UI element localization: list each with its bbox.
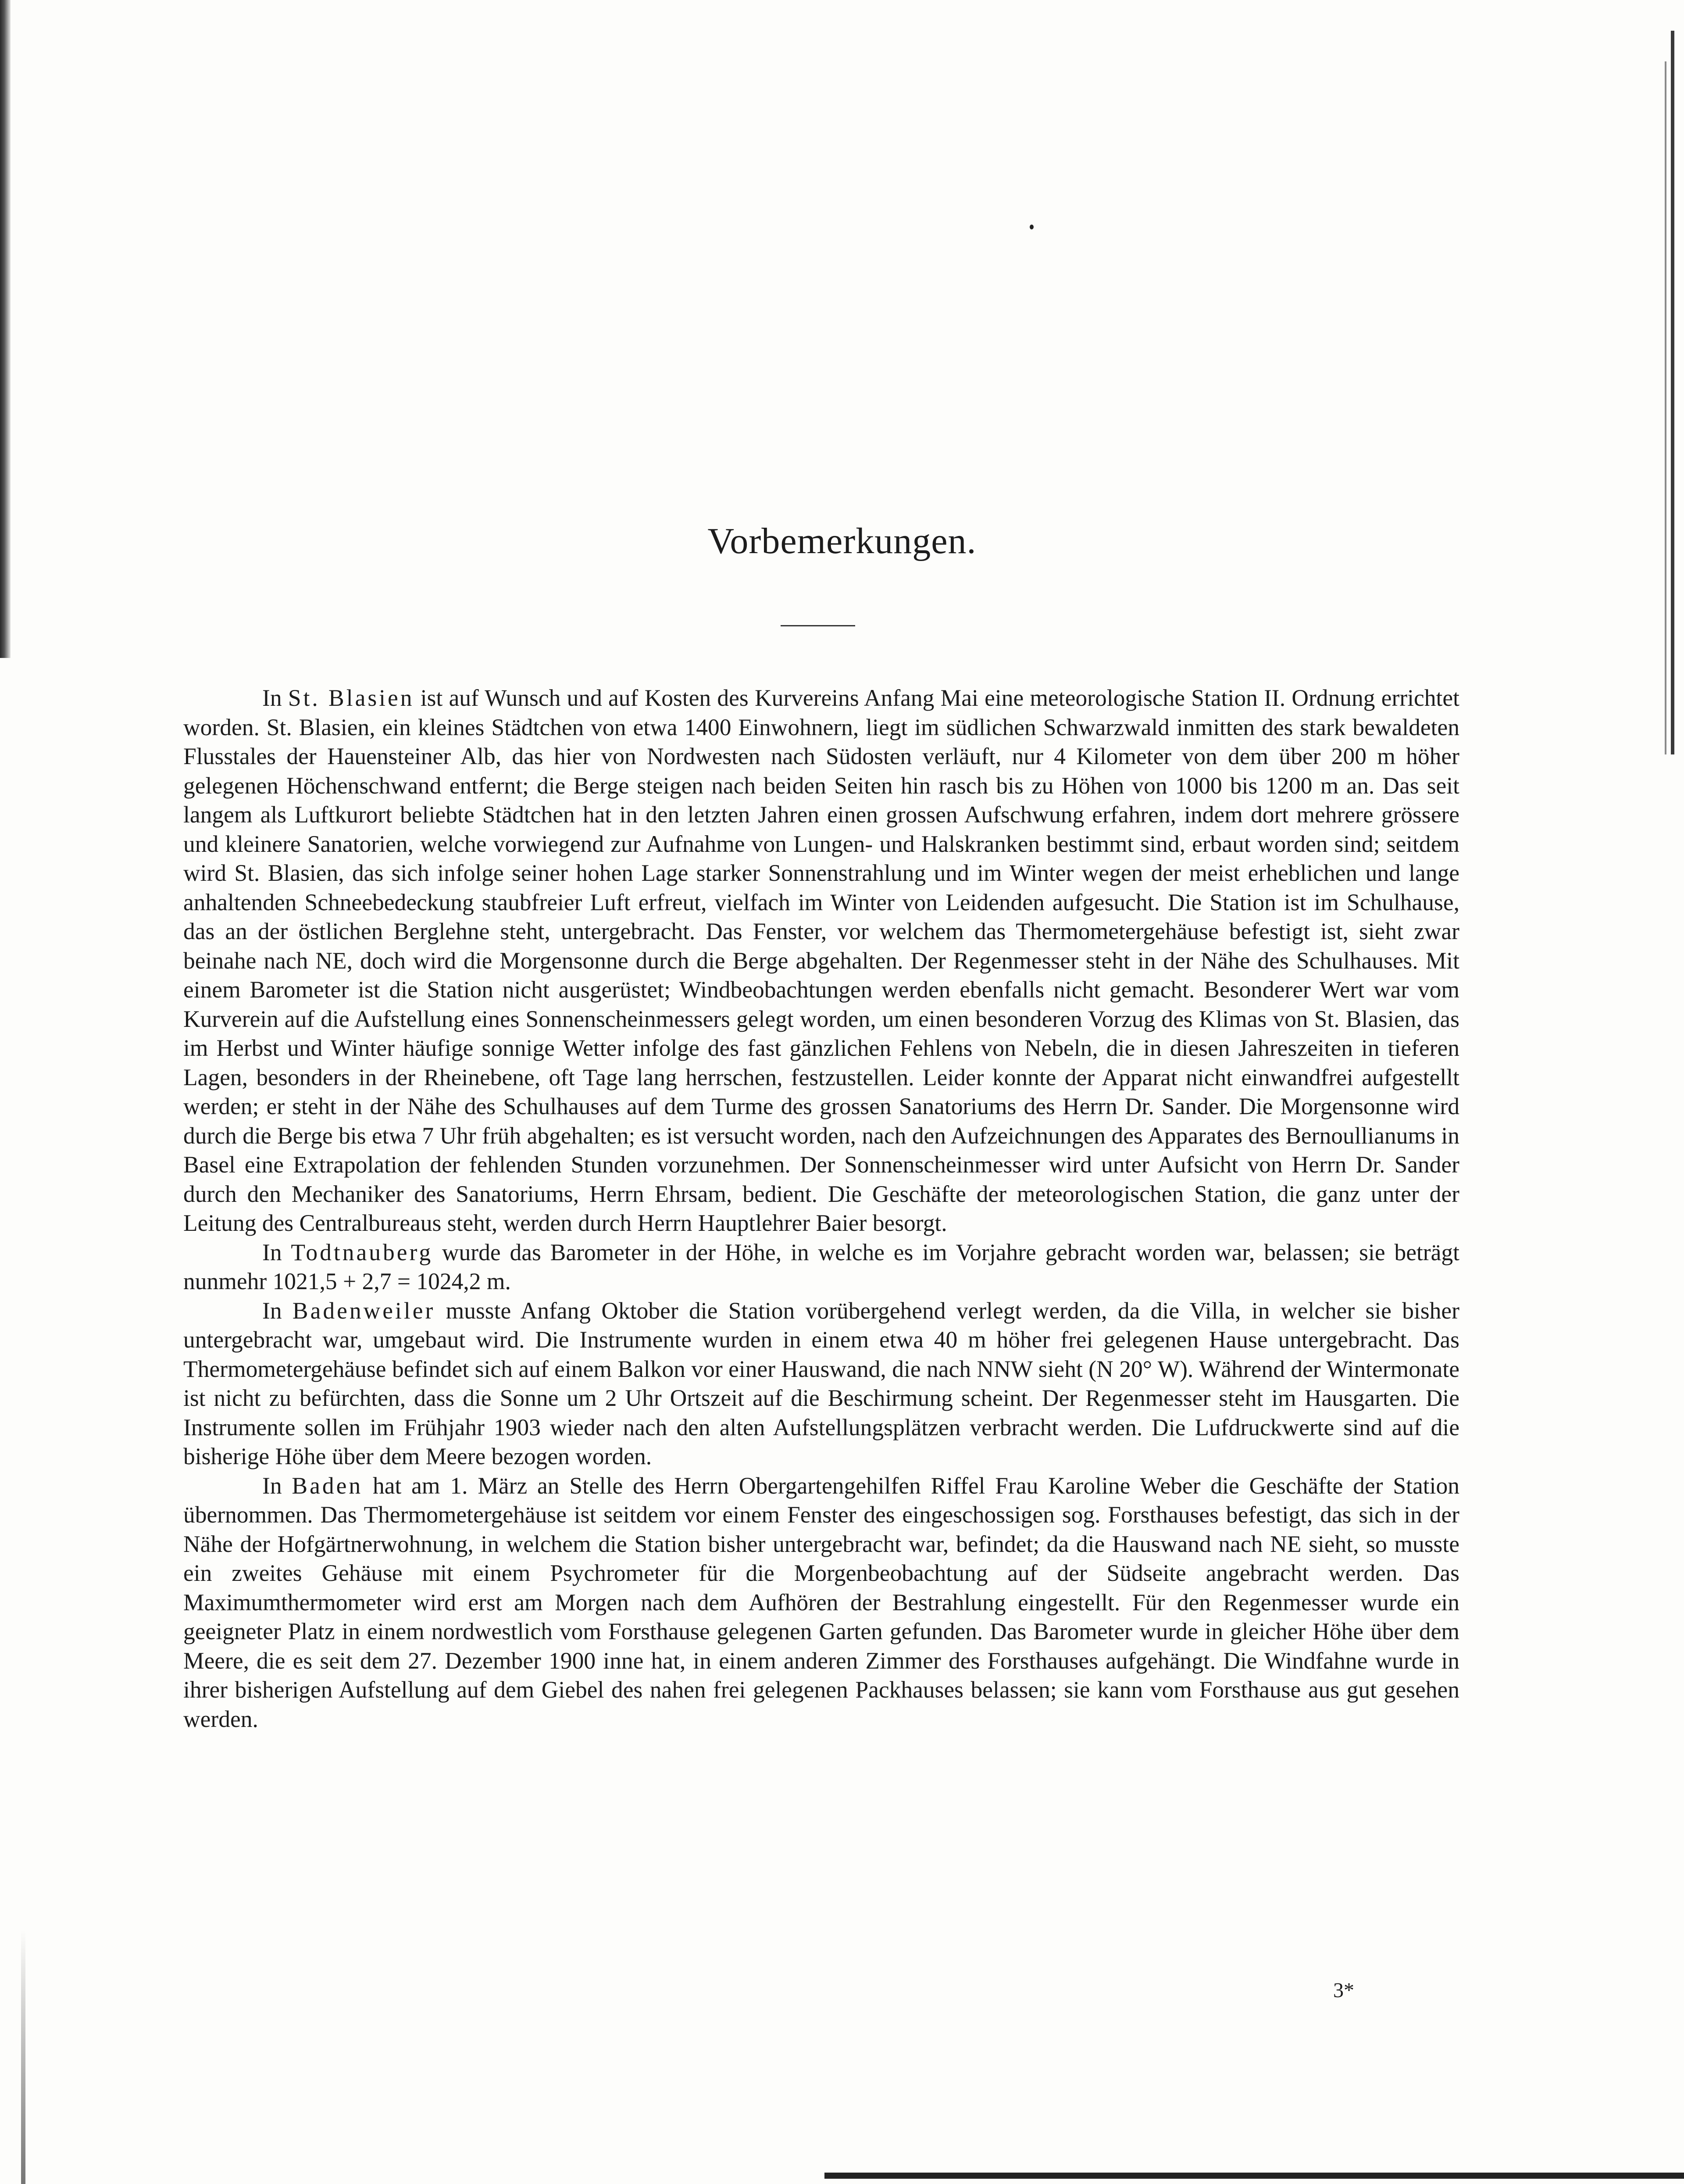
place-name: Baden [292,1472,363,1499]
scan-edge-right-inner [1665,61,1666,754]
paragraph-prefix: In [262,1297,293,1324]
place-name: Todtnauberg [291,1239,433,1265]
scan-edge-bottom [824,2173,1684,2179]
paragraph-text: hat am 1. März an Stelle des Herrn Obergartengehilfen Riffel Frau Karoline Weber die Geschäfte der Station übernommen. Das Thermometergehäuse ist seitdem vor einem Fenster des eingeschossigen sog. Forsthauses befestigt, das sich in der Nähe der Hofgärtnerwohnung, in welchem die Station bisher untergebracht war, befindet; da die Hauswand nach NE sieht, so musste ein zweites Gehäuse mit einem Psychrometer für die Morgenbeobachtung auf der Südseite angebracht werden. Das Maximumthermometer wird erst am Morgen nach dem Aufhören der Bestrahlung eingestellt. Für den Regenmesser wurde ein geeigneter Platz in einem nordwestlich vom Forsthause gelegenen Garten gefunden. Das Barometer wurde in gleicher Höhe über dem Meere, die es seit dem 27. Dezember 1900 inne hat, in einem anderen Zimmer des Forsthauses aufgehängt. Die Windfahne wurde in ihrer bisherigen Aufstellung auf dem Giebel des nahen frei gelegenen Packhauses belassen; sie kann vom Forsthause aus gut gesehen werden. [183,1472,1459,1732]
place-name: Badenweiler [292,1297,435,1324]
paragraph-baden [183,1471,1459,1734]
page-number: 3* [1333,1979,1354,2002]
place-name: St. Blasien [288,685,414,711]
body-text [183,683,1459,1734]
scan-edge-right [1671,31,1674,754]
paragraph-text: ist auf Wunsch und auf Kosten des Kurvereins Anfang Mai eine meteorologische Station II. Ordnung errichtet worden. St. Blasien, ein kleines Städtchen von etwa 1400 Einwohnern, liegt im südlichen Schwarzwald inmitten des stark bewaldeten Flusstales der Hauensteiner Alb, das hier von Nordwesten nach Südosten verläuft, nur 4 Kilometer von dem über 200 m höher gelegenen Höchenschwand entfernt; die Berge steigen nach beiden Seiten hin rasch bis zu Höhen von 1000 bis 1200 m an. Das seit langem als Luftkurort beliebte Städtchen hat in den letzten Jahren einen grossen Aufschwung erfahren, indem dort mehrere grössere und kleinere Sanatorien, welche vorwiegend zur Aufnahme von Lungen- und Halskranken bestimmt sind, erbaut worden sind; seitdem wird St. Blasien, das sich infolge seiner hohen Lage starker Sonnenstrahlung und im Winter wegen der meist erheblichen und lange anhaltenden Schneebedeckung staubfreier Luft erfreut, vielfach im Winter von Leidenden aufgesucht. Die Station ist im Schulhause, das an der östlichen Berglehne steht, untergebracht. Das Fenster, vor welchem das Thermometergehäuse befestigt ist, sieht zwar beinahe nach NE, doch wird die Morgensonne durch die Berge abgehalten. Der Regenmesser steht in der Nähe des Schulhauses. Mit einem Barometer ist die Station nicht ausgerüstet; Windbeobachtungen werden ebenfalls nicht gemacht. Besonderer Wert war vom Kurverein auf die Aufstellung eines Sonnenscheinmessers gelegt worden, um einen besonderen Vorzug des Klimas von St. Blasien, das im Herbst und Winter häufige sonnige Wetter infolge des fast gänzlichen Fehlens von Nebeln, die in diesen Jahreszeiten in tieferen Lagen, besonders in der Rheinebene, oft Tage lang herrschen, festzustellen. Leider konnte der Apparat nicht einwandfrei aufgestellt werden; er steht in der Nähe des Schulhauses auf dem Turme des grossen Sanatoriums des Herrn Dr. Sander. Die Morgensonne wird durch die Berge bis etwa 7 Uhr früh abgehalten; es ist versucht worden, nach den Aufzeichnungen des Apparates des Bernoullianums in Basel eine Extrapolation der fehlenden Stunden vorzunehmen. Der Sonnenscheinmesser wird unter Aufsicht von Herrn Dr. Sander durch den Mechaniker des Sanatoriums, Herrn Ehrsam, bedient. Die Geschäfte der meteorologischen Station, die ganz unter der Leitung des Centralbureaus steht, werden durch Herrn Hauptlehrer Baier besorgt. [183,685,1459,1236]
page-title: Vorbemerkungen. [707,521,977,561]
ink-speck [1030,225,1034,229]
paragraph-prefix: In [262,1472,292,1499]
paragraph-badenweiler [183,1296,1459,1471]
paragraph-prefix: In [262,685,288,711]
scan-edge-left-lower [21,1930,25,2184]
paragraph-st-blasien [183,683,1459,1238]
paragraph-text: musste Anfang Oktober die Station vorübergehend verlegt werden, da die Villa, in welcher sie bisher untergebracht war, umgebaut wird. Die Instrumente wurden in einem etwa 40 m höher frei gelegenen Hause untergebracht. Das Thermometergehäuse befindet sich auf einem Balkon vor einer Hauswand, die nach NNW sieht (N 20° W). Während der Wintermonate ist nicht zu befürchten, dass die Sonne um 2 Uhr Ortszeit auf die Beschirmung scheint. Der Regenmesser steht im Hausgarten. Die Instrumente sollen im Frühjahr 1903 wieder nach den alten Aufstellungsplätzen verbracht werden. Die Lufdruckwerte sind auf die bisherige Höhe über dem Meere bezogen worden. [183,1297,1459,1469]
paragraph-todtnauberg [183,1238,1459,1296]
paragraph-text: wurde das Barometer in der Höhe, in welche es im Vorjahre gebracht worden war, belassen; sie beträgt nunmehr 1021,5 + 2,7 = 1024,2 m. [183,1239,1459,1294]
paragraph-prefix: In [262,1239,291,1265]
title-divider [781,625,855,626]
